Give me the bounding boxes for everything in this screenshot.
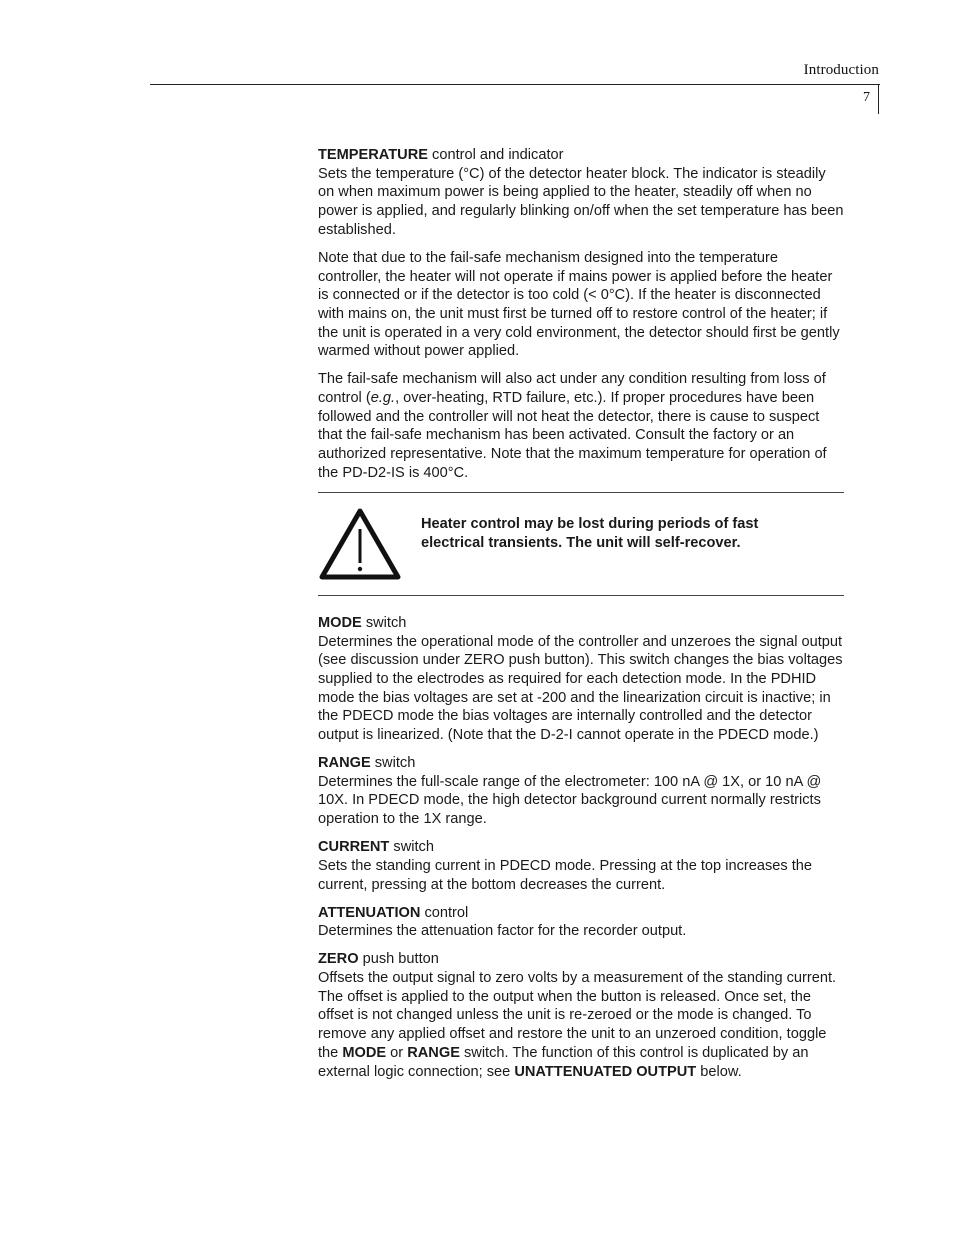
attenuation-term: ATTENUATION (318, 904, 421, 921)
current-suffix: switch (389, 839, 434, 856)
attenuation-section (318, 904, 844, 941)
zero-desc-part1: Offsets the output signal to zero volts by a measurement of the standing current. The offset is applied to the output when the button is released. Once set, the offset is not changed unless the unit is re-zeroed or the mode is changed. To remove any applied offset and restore the unit to an unzeroed condition, toggle the (318, 969, 837, 1061)
current-heading (318, 838, 844, 857)
range-heading (318, 754, 844, 773)
attenuation-suffix: control (420, 904, 469, 921)
range-section (318, 754, 844, 829)
mode-term: MODE (318, 614, 362, 631)
current-description: Sets the standing current in PDECD mode. Pressing at the top increases the current, pressing at the bottom decreases the current. (318, 857, 813, 893)
attenuation-heading (318, 904, 844, 923)
current-section (318, 838, 844, 894)
mode-description: Determines the operational mode of the controller and unzeroes the signal output (see discussion under ZERO push button). This switch changes the bias voltages supplied to the electrodes as required for each detection mode. In the PDHID mode the bias voltages are set at -200 and the linearization circuit is inactive; in the PDECD mode the bias voltages are internally controlled and the detector output is linearized. (Note that the D-2-I cannot operate in the PDECD mode.) (318, 633, 843, 744)
zero-suffix: push button (358, 951, 439, 968)
zero-bold-mode: MODE (342, 1044, 387, 1061)
caution-box (318, 493, 844, 595)
warning-triangle-icon (318, 507, 402, 581)
zero-bold-unattenuated: UNATTENUATED OUTPUT (514, 1063, 697, 1080)
body-content (318, 146, 844, 1091)
failsafe-emphasis: e.g. (370, 390, 396, 407)
page-number-rule (878, 84, 879, 114)
temperature-note: Note that due to the fail-safe mechanism designed into the temperature controller, the heater will not operate if mains power is applied before the heater is connected or if the detector is too cold (< 0°C). If the heater is disconnected with mains on, the unit must first be turned off to restore control of the heater; if the unit is operated in a very cold environment, the detector should first be gently warmed without power applied. (318, 249, 840, 360)
temperature-suffix: control and indicator (428, 147, 564, 163)
mode-suffix: switch (361, 614, 407, 631)
zero-description (318, 969, 844, 1081)
zero-term: ZERO (318, 951, 359, 968)
mode-section (318, 614, 844, 745)
caution-bottom-rule (318, 595, 844, 596)
page-number: 7 (863, 90, 870, 105)
current-term: CURRENT (318, 839, 390, 856)
temperature-heading (318, 146, 844, 165)
running-header-title: Introduction (803, 62, 879, 78)
zero-desc-or: or (386, 1044, 408, 1061)
temperature-section (318, 146, 844, 240)
failsafe-text-before: The fail-safe mechanism will also act under any condition resulting from loss of control ( (318, 371, 826, 407)
failsafe-text-after: , over-heating, RTD failure, etc.). If proper procedures have been followed and the controller will not heat the detector, there is cause to suspect that the fail-safe mechanism has been activated. Consult the factory or an authorized representative. Note that the maximum temperature for operation of the PD-D2-IS is 400°C. (318, 390, 827, 481)
range-description: Determines the full-scale range of the electrometer: 100 nA @ 1X, or 10 nA @ 10X. In PDECD mode, the high detector background current normally restricts operation to the 1X range. (318, 773, 822, 828)
zero-heading (318, 950, 844, 969)
attenuation-description: Determines the attenuation factor for the recorder output. (318, 923, 687, 940)
caution-text: Heater control may be lost during periods of fast electrical transients. The unit will self-recover. (421, 515, 759, 551)
header-rule (150, 84, 880, 85)
temperature-term: TEMPERATURE (318, 147, 428, 163)
zero-section (318, 950, 844, 1081)
zero-desc-part3: below. (696, 1063, 742, 1080)
range-term: RANGE (318, 755, 371, 772)
mode-heading (318, 614, 844, 633)
failsafe-paragraph (318, 370, 844, 482)
zero-bold-range: RANGE (407, 1044, 460, 1061)
range-suffix: switch (370, 755, 416, 772)
zero-desc-part2: switch. The function of this control is duplicated by an external logic connection; see (318, 1044, 809, 1080)
temperature-description: Sets the temperature (°C) of the detector heater block. The indicator is steadily on when maximum power is being applied to the heater, steadily off when no power is applied, and regularly blinking on/off when the set temperature has been established. (318, 165, 844, 238)
